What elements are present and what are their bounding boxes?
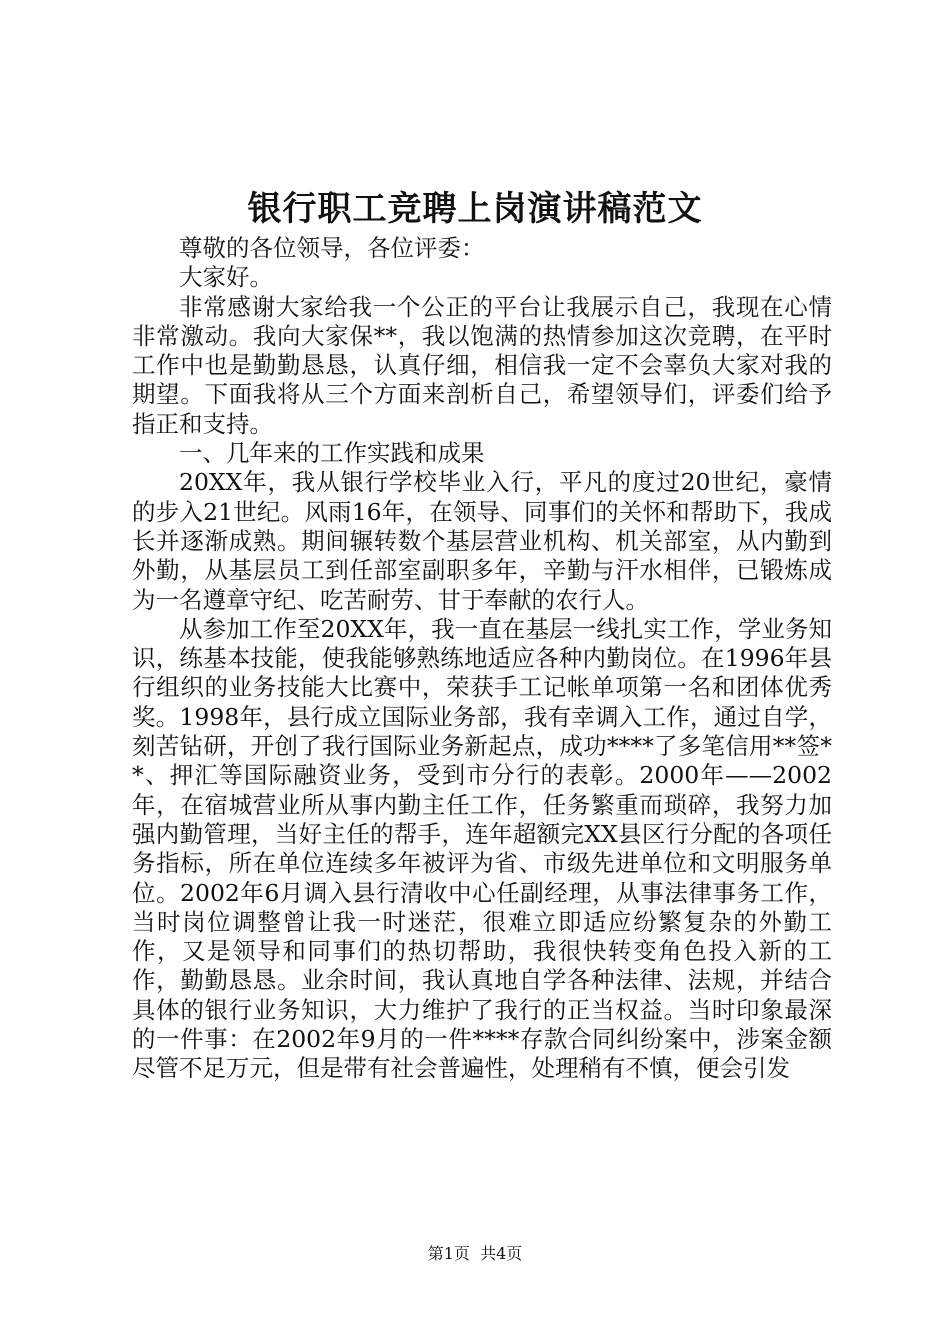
- document-title: 银行职工竞聘上岗演讲稿范文: [247, 189, 703, 229]
- career-paragraph: 20XX年，我从银行学校毕业入行，平凡的度过20世纪，豪情的步入21世纪。风雨16年，在领导、同事们的关怀和帮助下，我成长并逐渐成熟。期间辗转数个基层营业机构、机关部室，从内勤到外勤，从基层员工到任部室副职多年，辛勤与汗水相伴，已锻炼成为一名遵章守纪、吃苦耐劳、甘于奉献的农行人。: [132, 468, 832, 614]
- intro-paragraph: 非常感谢大家给我一个公正的平台让我展示自己，我现在心情非常激动。我向大家保**，我以饱满的热情参加这次竞聘，在平时工作中也是勤勤恳恳，认真仔细，相信我一定不会辜负大家对我的期望。下面我将从三个方面来剖析自己，希望领导们，评委们给予指正和支持。: [132, 292, 832, 438]
- footer-separator: [470, 1244, 480, 1263]
- document-body: [132, 234, 832, 1084]
- page-footer: [0, 1243, 950, 1265]
- page-total: 共4页: [480, 1244, 523, 1263]
- greeting-line: 尊敬的各位领导，各位评委：: [179, 234, 485, 262]
- experience-paragraph: 从参加工作至20XX年，我一直在基层一线扎实工作，学业务知识，练基本技能，使我能够熟练地适应各种内勤岗位。在1996年县行组织的业务技能大比赛中，荣获手工记帐单项第一名和团体优秀奖。1998年，县行成立国际业务部，我有幸调入工作，通过自学，刻苦钻研，开创了我行国际业务新起点，成功****了多笔信用**签**、押汇等国际融资业务，受到市分行的表彰。2000年——2002年，在宿城营业所从事内勤主任工作，任务繁重而琐碎，我努力加强内勤管理，当好主任的帮手，连年超额完XX县区行分配的各项任务指标，所在单位连续多年被评为省、市级先进单位和文明服务单位。2002年6月调入县行清收中心任副经理，从事法律事务工作，当时岗位调整曾让我一时迷茫，很难立即适应纷繁复杂的外勤工作，又是领导和同事们的热切帮助，我很快转变角色投入新的工作，勤勤恳恳。业余时间，我认真地自学各种法律、法规，并结合具体的银行业务知识，大力维护了我行的正当权益。当时印象最深的一件事：在2002年9月的一件****存款合同纠纷案中，涉案金额尽管不足万元，但是带有社会普遍性，处理稍有不慎，便会引发: [132, 614, 832, 1083]
- page-number: 第1页: [427, 1244, 470, 1263]
- section-heading: 一、几年来的工作实践和成果: [179, 439, 485, 468]
- salutation-line: 大家好。: [179, 263, 273, 292]
